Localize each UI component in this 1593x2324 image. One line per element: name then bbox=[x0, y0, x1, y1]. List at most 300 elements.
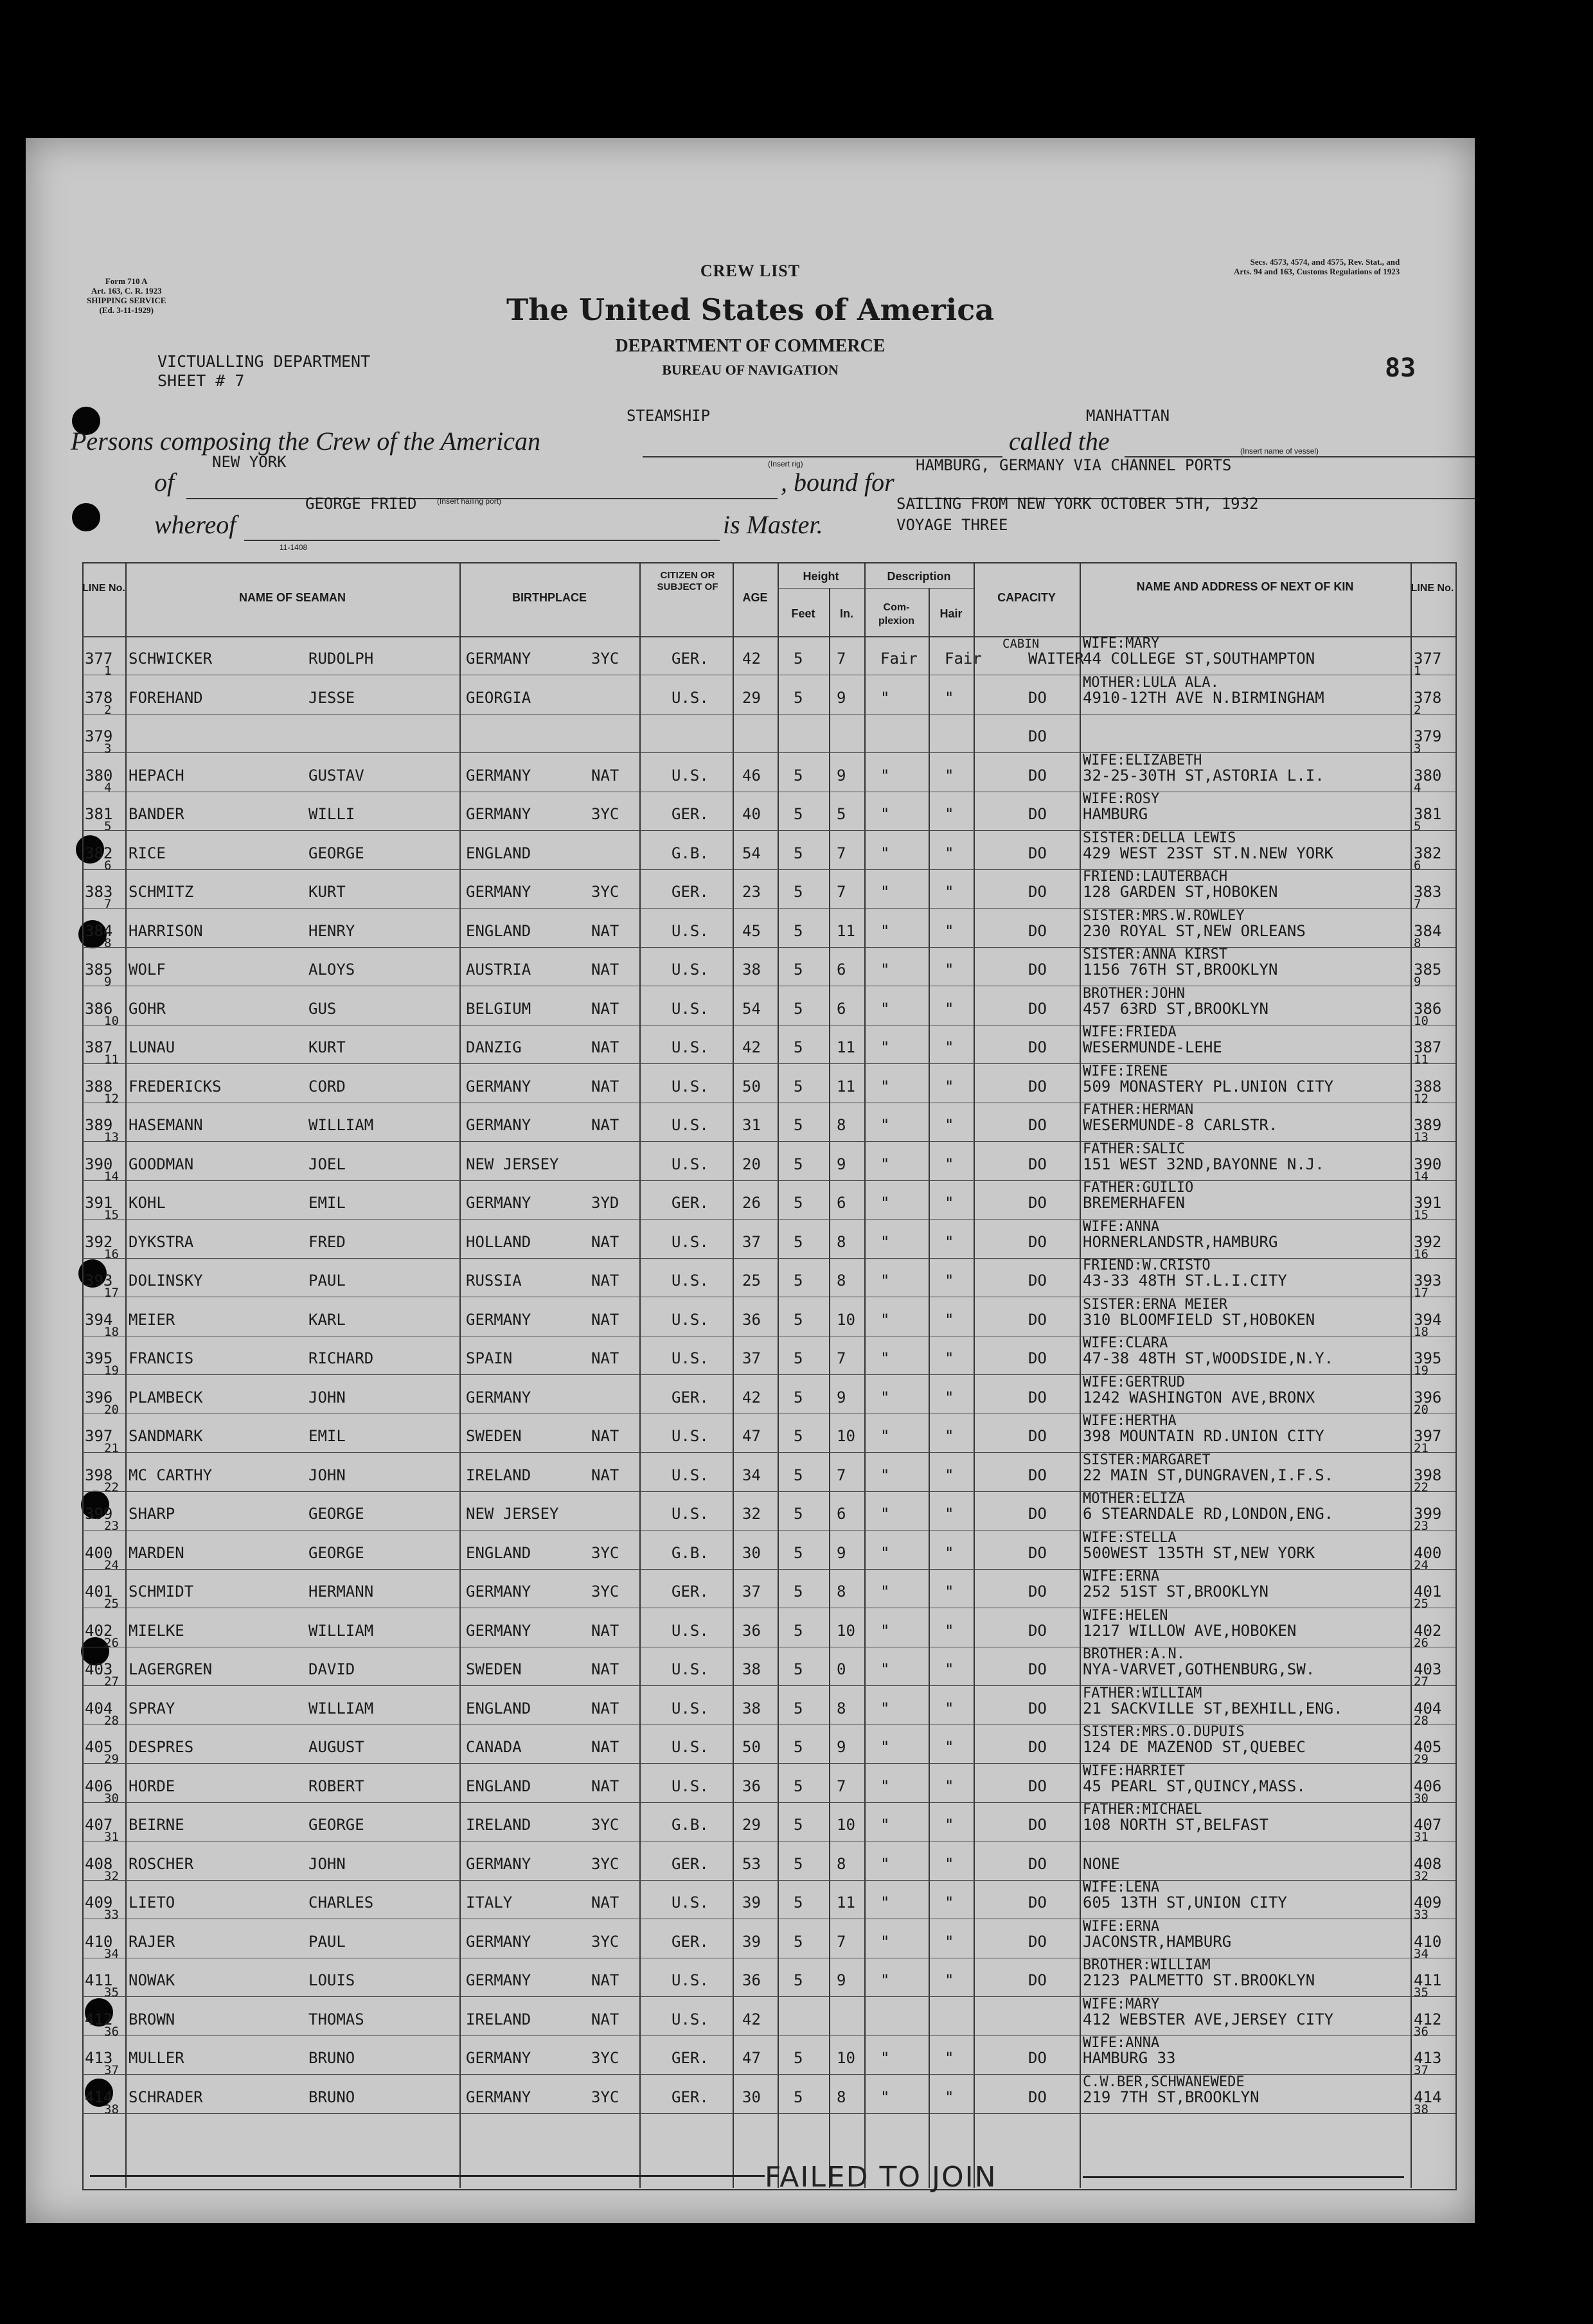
col-height: Height bbox=[803, 570, 839, 583]
kin-address: 412 WEBSTER AVE,JERSEY CITY bbox=[1083, 2010, 1334, 2028]
height-feet: 5 bbox=[794, 1583, 803, 1601]
height-inches: 8 bbox=[837, 1699, 846, 1717]
department-title: DEPARTMENT OF COMMERCE bbox=[615, 336, 885, 356]
age: 39 bbox=[742, 1933, 761, 1951]
line-sub-number: 25 bbox=[104, 1597, 119, 1611]
line-sub-number: 5 bbox=[104, 819, 112, 833]
complexion: " bbox=[880, 1505, 890, 1523]
height-feet: 5 bbox=[794, 1971, 803, 1989]
seaman-surname: PLAMBECK bbox=[129, 1388, 203, 1406]
seaman-surname: LUNAU bbox=[129, 1038, 175, 1056]
line-sub-number-right: 8 bbox=[1414, 936, 1421, 950]
seaman-given-name: KURT bbox=[308, 883, 346, 901]
age: 32 bbox=[742, 1505, 761, 1523]
row-divider bbox=[82, 1491, 1455, 1492]
hair: " bbox=[945, 1038, 954, 1056]
height-feet: 5 bbox=[794, 1660, 803, 1678]
line-sub-number: 9 bbox=[104, 975, 112, 989]
kin-address: 47-38 48TH ST,WOODSIDE,N.Y. bbox=[1083, 1349, 1334, 1367]
row-divider bbox=[82, 1219, 1455, 1220]
line-number: 413 bbox=[85, 2049, 113, 2067]
col-line-no: LINE No. bbox=[82, 583, 125, 594]
birthplace: GERMANY bbox=[466, 1078, 531, 1095]
of-label: of bbox=[154, 468, 175, 497]
birthplace: GERMANY bbox=[466, 805, 531, 823]
complexion: " bbox=[880, 1660, 890, 1678]
naturalization-status: NAT bbox=[591, 1427, 619, 1445]
age: 47 bbox=[742, 1427, 761, 1445]
height-inches: 9 bbox=[837, 689, 846, 707]
birthplace: HOLLAND bbox=[466, 1233, 531, 1251]
col-citizen: CITIZEN OR SUBJECT OF bbox=[657, 570, 718, 592]
citizen-of: U.S. bbox=[672, 1699, 709, 1717]
capacity: DO bbox=[1028, 1272, 1047, 1290]
hair: " bbox=[945, 1622, 954, 1640]
line-number-right: 384 bbox=[1414, 922, 1442, 940]
country-title: The United States of America bbox=[506, 292, 995, 327]
seaman-surname: NOWAK bbox=[129, 1971, 175, 1989]
kin-name: FATHER:HERMAN bbox=[1083, 1102, 1194, 1118]
seaman-surname: SCHMIDT bbox=[129, 1583, 194, 1601]
naturalization-status: NAT bbox=[591, 1000, 619, 1018]
naturalization-status: NAT bbox=[591, 1738, 619, 1756]
capacity-top: CABIN bbox=[1002, 637, 1040, 651]
capacity: DO bbox=[1028, 1194, 1047, 1212]
capacity: DO bbox=[1028, 961, 1047, 979]
row-divider bbox=[82, 1258, 1455, 1259]
height-inches: 9 bbox=[837, 767, 846, 785]
citizen-of: U.S. bbox=[672, 1272, 709, 1290]
age: 20 bbox=[742, 1155, 761, 1173]
citizen-of: U.S. bbox=[672, 1660, 709, 1678]
height-feet: 5 bbox=[794, 2049, 803, 2067]
birthplace: NEW JERSEY bbox=[466, 1505, 559, 1523]
line-number-right: 382 bbox=[1414, 844, 1442, 862]
line-sub-number-right: 19 bbox=[1414, 1363, 1428, 1378]
line-number: 414 bbox=[85, 2088, 113, 2106]
citizen-of: G.B. bbox=[672, 1544, 709, 1562]
kin-address: HAMBURG 33 bbox=[1083, 2049, 1176, 2067]
citizen-of: U.S. bbox=[672, 1116, 709, 1134]
line-sub-number-right: 27 bbox=[1414, 1674, 1428, 1689]
seaman-given-name: PAUL bbox=[308, 1933, 346, 1951]
row-divider bbox=[82, 2074, 1455, 2075]
row-divider bbox=[82, 869, 1455, 870]
line-number: 391 bbox=[85, 1194, 113, 1212]
line-number: 378 bbox=[85, 689, 113, 707]
age: 23 bbox=[742, 883, 761, 901]
seaman-surname: FRANCIS bbox=[129, 1349, 194, 1367]
seaman-given-name: RICHARD bbox=[308, 1349, 374, 1367]
citizen-of: GER. bbox=[672, 805, 709, 823]
kin-name: WIFE:ERNA bbox=[1083, 1568, 1160, 1584]
citizen-of: U.S. bbox=[672, 1233, 709, 1251]
line-number-right: 397 bbox=[1414, 1427, 1442, 1445]
kin-address: 1242 WASHINGTON AVE,BRONX bbox=[1083, 1388, 1315, 1406]
line-sub-number-right: 15 bbox=[1414, 1208, 1428, 1222]
kin-address: WESERMUNDE-8 CARLSTR. bbox=[1083, 1116, 1278, 1134]
line-number-right: 393 bbox=[1414, 1272, 1442, 1290]
seaman-surname: SANDMARK bbox=[129, 1427, 203, 1445]
row-divider bbox=[82, 1802, 1455, 1803]
citizen-of: U.S. bbox=[672, 1738, 709, 1756]
line-sub-number-right: 10 bbox=[1414, 1014, 1428, 1028]
kin-name: WIFE:STELLA bbox=[1083, 1530, 1177, 1546]
seaman-given-name: WILLIAM bbox=[308, 1699, 374, 1717]
kin-address: JACONSTR,HAMBURG bbox=[1083, 1933, 1232, 1951]
kin-name: MOTHER:LULA ALA. bbox=[1083, 675, 1219, 691]
naturalization-status: 3YC bbox=[591, 650, 619, 668]
age: 38 bbox=[742, 1660, 761, 1678]
hair: " bbox=[945, 2049, 954, 2067]
seaman-surname: SCHRADER bbox=[129, 2088, 203, 2106]
capacity: DO bbox=[1028, 1038, 1047, 1056]
line-number: 381 bbox=[85, 805, 113, 823]
age: 29 bbox=[742, 1816, 761, 1834]
complexion: " bbox=[880, 2049, 890, 2067]
line-sub-number-right: 32 bbox=[1414, 1869, 1428, 1883]
complexion: " bbox=[880, 1816, 890, 1834]
capacity: DO bbox=[1028, 1933, 1047, 1951]
seaman-given-name: ROBERT bbox=[308, 1777, 364, 1795]
line-number-right: 389 bbox=[1414, 1116, 1442, 1134]
age: 42 bbox=[742, 650, 761, 668]
line-sub-number-right: 13 bbox=[1414, 1130, 1428, 1144]
line-number-right: 380 bbox=[1414, 767, 1442, 785]
hair: " bbox=[945, 1311, 954, 1329]
seaman-given-name: GEORGE bbox=[308, 1816, 364, 1834]
row-divider bbox=[82, 1763, 1455, 1764]
hair: " bbox=[945, 767, 954, 785]
seaman-surname: BROWN bbox=[129, 2010, 175, 2028]
kin-name: SISTER:MARGARET bbox=[1083, 1452, 1211, 1468]
line-sub-number: 34 bbox=[104, 1947, 119, 1961]
bureau-title: BUREAU OF NAVIGATION bbox=[662, 362, 839, 378]
age: 50 bbox=[742, 1738, 761, 1756]
naturalization-status: NAT bbox=[591, 1894, 619, 1912]
line-number-right: 402 bbox=[1414, 1622, 1442, 1640]
capacity: DO bbox=[1028, 1388, 1047, 1406]
age: 39 bbox=[742, 1894, 761, 1912]
kin-address: 1217 WILLOW AVE,HOBOKEN bbox=[1083, 1622, 1297, 1640]
height-feet: 5 bbox=[794, 1505, 803, 1523]
hair: " bbox=[945, 2088, 954, 2106]
line-sub-number: 33 bbox=[104, 1908, 119, 1922]
hair: " bbox=[945, 1738, 954, 1756]
capacity: DO bbox=[1028, 1466, 1047, 1484]
height-inches: 6 bbox=[837, 1505, 846, 1523]
age: 47 bbox=[742, 2049, 761, 2067]
citizen-of: GER. bbox=[672, 1933, 709, 1951]
height-feet: 5 bbox=[794, 1388, 803, 1406]
kin-address: 605 13TH ST,UNION CITY bbox=[1083, 1894, 1287, 1912]
line-number-right: 396 bbox=[1414, 1388, 1442, 1406]
capacity: DO bbox=[1028, 1738, 1047, 1756]
kin-name: SISTER:ANNA KIRST bbox=[1083, 946, 1228, 962]
citizen-of: U.S. bbox=[672, 767, 709, 785]
naturalization-status: 3YC bbox=[591, 2088, 619, 2106]
line-sub-number: 12 bbox=[104, 1092, 119, 1106]
line-sub-number-right: 16 bbox=[1414, 1247, 1428, 1261]
line-number-right: 383 bbox=[1414, 883, 1442, 901]
vessel-type: STEAMSHIP bbox=[627, 407, 711, 425]
col-complexion: Com- plexion bbox=[878, 602, 914, 626]
kin-address: 1156 76TH ST,BROOKLYN bbox=[1083, 961, 1278, 979]
kin-name: WIFE:HERTHA bbox=[1083, 1413, 1177, 1429]
kin-address: 457 63RD ST,BROOKLYN bbox=[1083, 1000, 1268, 1018]
seaman-given-name: GEORGE bbox=[308, 1544, 364, 1562]
hair: " bbox=[945, 1000, 954, 1018]
line-number: 408 bbox=[85, 1855, 113, 1873]
line-sub-number-right: 33 bbox=[1414, 1908, 1428, 1922]
line-sub-number: 28 bbox=[104, 1714, 119, 1728]
kin-address: 151 WEST 32ND,BAYONNE N.J. bbox=[1083, 1155, 1324, 1173]
line-number: 398 bbox=[85, 1466, 113, 1484]
birthplace: DANZIG bbox=[466, 1038, 522, 1056]
naturalization-status: 3YC bbox=[591, 1816, 619, 1834]
seaman-given-name: EMIL bbox=[308, 1194, 346, 1212]
capacity: DO bbox=[1028, 1622, 1047, 1640]
capacity: DO bbox=[1028, 1544, 1047, 1562]
line-sub-number: 26 bbox=[104, 1636, 119, 1650]
height-inches: 8 bbox=[837, 1272, 846, 1290]
seaman-given-name: ALOYS bbox=[308, 961, 355, 979]
height-inches: 10 bbox=[837, 1816, 855, 1834]
hair: " bbox=[945, 1583, 954, 1601]
kin-name: SISTER:DELLA LEWIS bbox=[1083, 830, 1236, 846]
capacity: DO bbox=[1028, 1505, 1047, 1523]
line-number: 382 bbox=[85, 844, 113, 862]
hair: " bbox=[945, 1388, 954, 1406]
naturalization-status: NAT bbox=[591, 1466, 619, 1484]
naturalization-status: NAT bbox=[591, 1116, 619, 1134]
complexion: " bbox=[880, 1894, 890, 1912]
age: 53 bbox=[742, 1855, 761, 1873]
seaman-surname: LIETO bbox=[129, 1894, 175, 1912]
line-number-right: 406 bbox=[1414, 1777, 1442, 1795]
kin-name: WIFE:ANNA bbox=[1083, 1219, 1160, 1235]
height-feet: 5 bbox=[794, 1349, 803, 1367]
kin-address: 108 NORTH ST,BELFAST bbox=[1083, 1816, 1268, 1834]
col-birthplace: BIRTHPLACE bbox=[512, 591, 587, 604]
seaman-given-name: PAUL bbox=[308, 1272, 346, 1290]
line-number-right: 378 bbox=[1414, 689, 1442, 707]
seaman-surname: MULLER bbox=[129, 2049, 184, 2067]
kin-name: WIFE:HELEN bbox=[1083, 1608, 1168, 1624]
line-sub-number: 23 bbox=[104, 1519, 119, 1533]
failed-to-join-note: FAILED TO JOIN bbox=[765, 2161, 997, 2194]
hair: " bbox=[945, 922, 954, 940]
line-number-right: 407 bbox=[1414, 1816, 1442, 1834]
line-number-right: 381 bbox=[1414, 805, 1442, 823]
birthplace: GERMANY bbox=[466, 1194, 531, 1212]
form-code: 11-1408 bbox=[280, 543, 308, 552]
complexion: " bbox=[880, 805, 890, 823]
capacity: DO bbox=[1028, 1816, 1047, 1834]
line-number-right: 413 bbox=[1414, 2049, 1442, 2067]
line-sub-number: 27 bbox=[104, 1674, 119, 1689]
seaman-given-name: LOUIS bbox=[308, 1971, 355, 1989]
kin-name: SISTER:MRS.O.DUPUIS bbox=[1083, 1724, 1245, 1740]
line-number: 411 bbox=[85, 1971, 113, 1989]
citizen-of: U.S. bbox=[672, 1505, 709, 1523]
citizen-of: U.S. bbox=[672, 961, 709, 979]
kin-name: WIFE:ROSY bbox=[1083, 791, 1160, 807]
capacity: DO bbox=[1028, 1855, 1047, 1873]
complexion: " bbox=[880, 1971, 890, 1989]
line-sub-number: 31 bbox=[104, 1830, 119, 1844]
hair: " bbox=[945, 1233, 954, 1251]
seaman-surname: BANDER bbox=[129, 805, 184, 823]
citizen-of: GER. bbox=[672, 883, 709, 901]
capacity: DO bbox=[1028, 1894, 1047, 1912]
line-number-right: 409 bbox=[1414, 1894, 1442, 1912]
sailing-info: SAILING FROM NEW YORK OCTOBER 5TH, 1932 bbox=[896, 495, 1259, 513]
line-number-right: 414 bbox=[1414, 2088, 1442, 2106]
seaman-surname: SHARP bbox=[129, 1505, 175, 1523]
age: 30 bbox=[742, 2088, 761, 2106]
col-name: NAME OF SEAMAN bbox=[239, 591, 346, 604]
hair: " bbox=[945, 1272, 954, 1290]
line-number-right: 408 bbox=[1414, 1855, 1442, 1873]
line-number-right: 395 bbox=[1414, 1349, 1442, 1367]
whereof-label: whereof bbox=[154, 510, 236, 539]
height-feet: 5 bbox=[794, 2088, 803, 2106]
height-feet: 5 bbox=[794, 1777, 803, 1795]
hair: " bbox=[945, 1971, 954, 1989]
height-inches: 6 bbox=[837, 1194, 846, 1212]
seaman-surname: BEIRNE bbox=[129, 1816, 184, 1834]
kin-name: WIFE:MARY bbox=[1083, 635, 1160, 652]
strike-through bbox=[90, 2175, 765, 2177]
kin-name: MOTHER:ELIZA bbox=[1083, 1491, 1185, 1507]
height-feet: 5 bbox=[794, 922, 803, 940]
line-number: 399 bbox=[85, 1505, 113, 1523]
capacity: DO bbox=[1028, 1971, 1047, 1989]
seaman-given-name: BRUNO bbox=[308, 2088, 355, 2106]
height-feet: 5 bbox=[794, 1622, 803, 1640]
line-number: 396 bbox=[85, 1388, 113, 1406]
line-sub-number-right: 24 bbox=[1414, 1558, 1428, 1572]
kin-name: FATHER:WILLIAM bbox=[1083, 1685, 1202, 1701]
seaman-given-name: RUDOLPH bbox=[308, 650, 374, 668]
kin-name: WIFE:CLARA bbox=[1083, 1335, 1168, 1351]
naturalization-status: NAT bbox=[591, 1078, 619, 1095]
line-sub-number-right: 37 bbox=[1414, 2063, 1428, 2077]
birthplace: RUSSIA bbox=[466, 1272, 522, 1290]
seaman-given-name: EMIL bbox=[308, 1427, 346, 1445]
height-inches: 10 bbox=[837, 1427, 855, 1445]
vessel-name: MANHATTAN bbox=[1086, 407, 1170, 425]
line-sub-number-right: 21 bbox=[1414, 1441, 1428, 1455]
row-divider bbox=[82, 1880, 1455, 1881]
kin-name: WIFE:IRENE bbox=[1083, 1063, 1168, 1079]
line-number: 397 bbox=[85, 1427, 113, 1445]
col-feet: Feet bbox=[791, 607, 815, 620]
hair: " bbox=[945, 1699, 954, 1717]
birthplace: NEW JERSEY bbox=[466, 1155, 559, 1173]
hair: " bbox=[945, 1155, 954, 1173]
age: 30 bbox=[742, 1544, 761, 1562]
height-inches: 11 bbox=[837, 1038, 855, 1056]
kin-address: 32-25-30TH ST,ASTORIA L.I. bbox=[1083, 767, 1324, 785]
height-inches: 10 bbox=[837, 1311, 855, 1329]
age: 50 bbox=[742, 1078, 761, 1095]
capacity: DO bbox=[1028, 1078, 1047, 1095]
naturalization-status: 3YC bbox=[591, 1933, 619, 1951]
complexion: " bbox=[880, 1622, 890, 1640]
citizen-of: U.S. bbox=[672, 1311, 709, 1329]
complexion: " bbox=[880, 1349, 890, 1367]
seaman-given-name: AUGUST bbox=[308, 1738, 364, 1756]
height-feet: 5 bbox=[794, 1466, 803, 1484]
line-sub-number: 2 bbox=[104, 703, 112, 717]
birthplace: GERMANY bbox=[466, 1583, 531, 1601]
age: 37 bbox=[742, 1233, 761, 1251]
form-line: Art. 163, C. R. 1923 bbox=[91, 286, 162, 296]
line-number: 393 bbox=[85, 1272, 113, 1290]
complexion: " bbox=[880, 1194, 890, 1212]
col-hair: Hair bbox=[939, 607, 963, 620]
citizen-of: U.S. bbox=[672, 1466, 709, 1484]
kin-address: BREMERHAFEN bbox=[1083, 1194, 1185, 1212]
capacity: DO bbox=[1028, 1311, 1047, 1329]
line-number-right: 390 bbox=[1414, 1155, 1442, 1173]
line-sub-number-right: 26 bbox=[1414, 1636, 1428, 1650]
seaman-surname: MEIER bbox=[129, 1311, 175, 1329]
hair: " bbox=[945, 1078, 954, 1095]
kin-name: FATHER:MICHAEL bbox=[1083, 1802, 1202, 1818]
capacity: DO bbox=[1028, 727, 1047, 745]
row-divider bbox=[82, 2113, 1455, 2114]
height-inches: 9 bbox=[837, 1544, 846, 1562]
line-number-right: 377 bbox=[1414, 650, 1442, 668]
birthplace: SWEDEN bbox=[466, 1660, 522, 1678]
naturalization-status: 3YC bbox=[591, 2049, 619, 2067]
height-feet: 5 bbox=[794, 1038, 803, 1056]
seaman-surname: SCHMITZ bbox=[129, 883, 194, 901]
citizen-of: GER. bbox=[672, 1388, 709, 1406]
birthplace: SPAIN bbox=[466, 1349, 513, 1367]
kin-name: WIFE:FRIEDA bbox=[1083, 1024, 1177, 1040]
age: 40 bbox=[742, 805, 761, 823]
height-feet: 5 bbox=[794, 1699, 803, 1717]
col-inches: In. bbox=[840, 607, 853, 620]
capacity: DO bbox=[1028, 1233, 1047, 1251]
naturalization-status: NAT bbox=[591, 1971, 619, 1989]
line-sub-number: 1 bbox=[104, 664, 112, 678]
height-inches: 8 bbox=[837, 1116, 846, 1134]
line-number-right: 391 bbox=[1414, 1194, 1442, 1212]
line-sub-number: 8 bbox=[104, 936, 112, 950]
birthplace: GERMANY bbox=[466, 2088, 531, 2106]
height-feet: 5 bbox=[794, 689, 803, 707]
col-next-of-kin: NAME AND ADDRESS OF NEXT OF KIN bbox=[1136, 580, 1354, 593]
birthplace: IRELAND bbox=[466, 1466, 531, 1484]
kin-name: BROTHER:A.N. bbox=[1083, 1646, 1185, 1662]
kin-address: 252 51ST ST,BROOKLYN bbox=[1083, 1583, 1268, 1601]
age: 36 bbox=[742, 1777, 761, 1795]
complexion: " bbox=[880, 1544, 890, 1562]
row-divider bbox=[82, 830, 1455, 831]
complexion: " bbox=[880, 1272, 890, 1290]
naturalization-status: 3YC bbox=[591, 1855, 619, 1873]
seaman-surname: FOREHAND bbox=[129, 689, 203, 707]
kin-address: 509 MONASTERY PL.UNION CITY bbox=[1083, 1078, 1334, 1095]
line-sub-number: 15 bbox=[104, 1208, 119, 1222]
age: 46 bbox=[742, 767, 761, 785]
height-feet: 5 bbox=[794, 883, 803, 901]
